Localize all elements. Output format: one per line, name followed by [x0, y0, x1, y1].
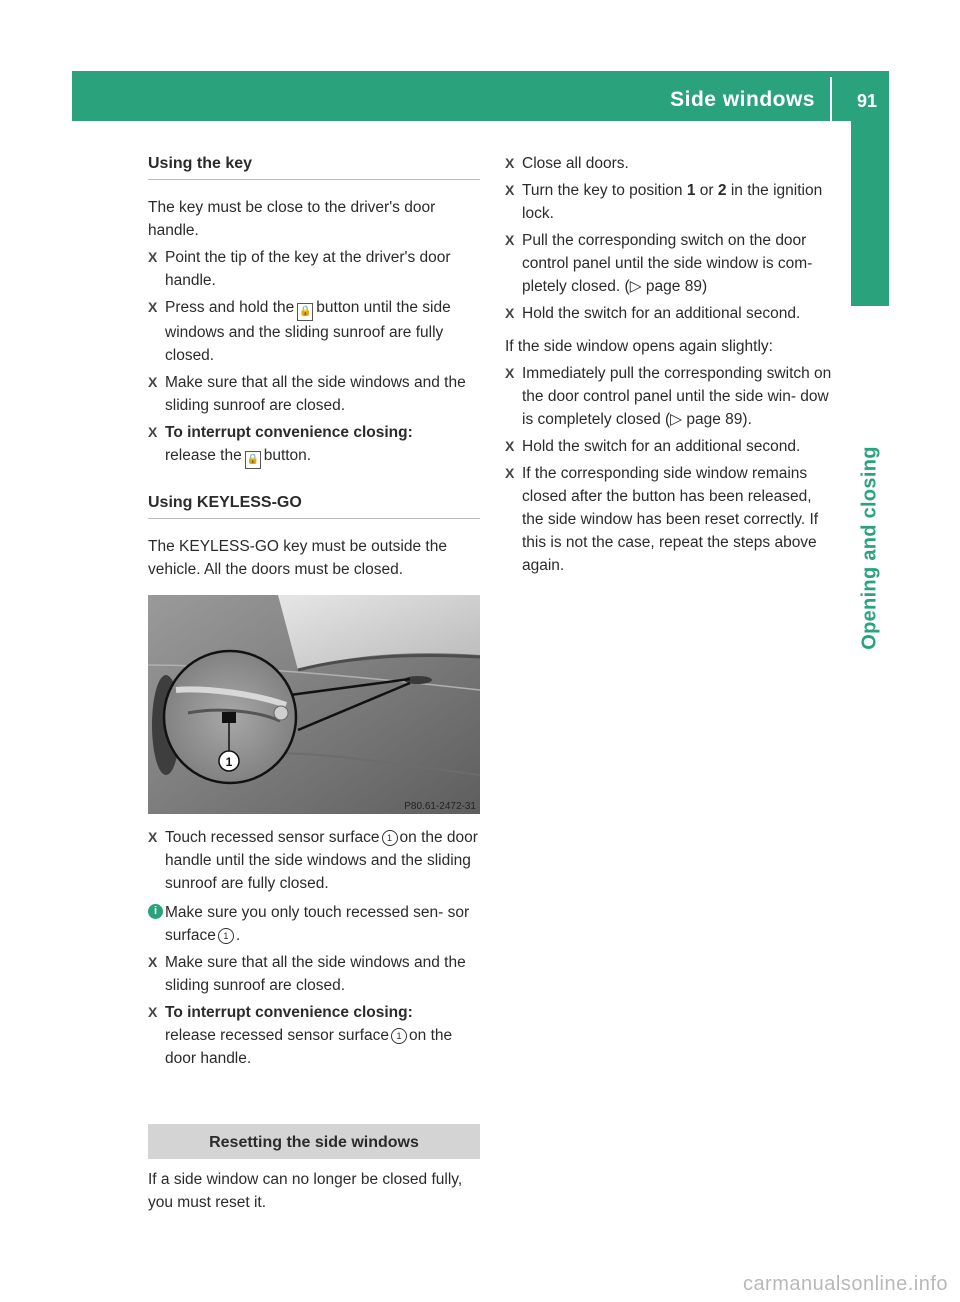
- step-marker-icon: X: [148, 249, 158, 265]
- right-column: [505, 152, 835, 581]
- step-marker-icon: X: [505, 232, 515, 248]
- paragraph: If a side window can no longer be closed fully, you must reset it.: [148, 1171, 463, 1211]
- section-heading-keyless-go: Using KEYLESS-GO: [148, 491, 480, 519]
- door-handle-figure: [148, 595, 480, 814]
- callout-one-icon: 1: [382, 830, 398, 846]
- callout-one-icon: 1: [391, 1028, 407, 1044]
- step-marker-icon: X: [505, 365, 515, 381]
- instruction-step: X Point the tip of the key at the driver's door handle.: [148, 246, 480, 292]
- step-marker-icon: X: [148, 954, 158, 970]
- chapter-tab-block: [851, 121, 889, 306]
- section-heading-resetting: Resetting the side windows: [148, 1124, 480, 1159]
- step-marker-icon: X: [505, 438, 515, 454]
- callout-one-icon: 1: [218, 928, 234, 944]
- paragraph: The KEYLESS-GO key must be outside the vehicle. All the doors must be closed.: [148, 538, 447, 578]
- instruction-step: X If the corresponding side window remains closed after the button has been released, the side window has been reset correctly. If this is not the case, repeat the steps above again.: [505, 462, 835, 577]
- lock-icon: 🔒: [245, 451, 261, 469]
- instruction-step: X To interrupt convenience closing: release the 🔒 button.: [148, 421, 480, 469]
- step-marker-icon: X: [505, 182, 515, 198]
- left-column: [148, 152, 480, 1218]
- section-heading-using-key: Using the key: [148, 152, 480, 180]
- step-marker-icon: X: [148, 1004, 158, 1020]
- step-marker-icon: X: [505, 465, 515, 481]
- info-icon: i: [148, 904, 163, 919]
- header-divider: [830, 77, 832, 121]
- instruction-step: X Make sure that all the side windows and the sliding sunroof are closed.: [148, 951, 480, 997]
- instruction-step: X Touch recessed sensor surface 1 on the door handle until the side windows and the sliding sunroof are fully closed.: [148, 826, 480, 895]
- lock-icon: 🔒: [297, 303, 313, 321]
- step-marker-icon: X: [505, 305, 515, 321]
- instruction-step: X To interrupt convenience closing: release recessed sensor surface 1 on the door handle.: [148, 1001, 480, 1070]
- instruction-step: X Close all doors.: [505, 152, 835, 175]
- instruction-step: X Hold the switch for an additional second.: [505, 435, 835, 458]
- header-title: Side windows: [670, 88, 815, 111]
- instruction-step: X Press and hold the 🔒 button until the side windows and the sliding sunroof are fully closed.: [148, 296, 480, 367]
- figure-callout: 1: [225, 755, 233, 769]
- step-marker-icon: X: [148, 374, 158, 390]
- instruction-step: X Immediately pull the corresponding switch on the door control panel until the side win- dow is completely closed (▷ page 89).: [505, 362, 835, 431]
- instruction-step: X Hold the switch for an additional second.: [505, 302, 835, 325]
- instruction-step: X Pull the corresponding switch on the door control panel until the side window is com- pletely closed. (▷ page 89): [505, 229, 835, 298]
- step-marker-icon: X: [148, 829, 158, 845]
- chapter-title: Opening and closing: [858, 446, 881, 650]
- door-handle-illustration: [148, 595, 480, 814]
- step-marker-icon: X: [148, 299, 158, 315]
- step-marker-icon: X: [148, 424, 158, 440]
- paragraph: If the side window opens again slightly:: [505, 338, 773, 355]
- step-marker-icon: X: [505, 155, 515, 171]
- instruction-step: X Turn the key to position 1 or 2 in the ignition lock.: [505, 179, 835, 225]
- paragraph: The key must be close to the driver's door handle.: [148, 199, 436, 239]
- watermark: carmanualsonline.info: [742, 1273, 948, 1295]
- info-note: i Make sure you only touch recessed sen- sor surface 1 .: [148, 901, 480, 947]
- figure-label: P80.61-2472-31: [404, 801, 476, 812]
- page-number: 91: [856, 91, 877, 111]
- header-bar: [72, 71, 889, 121]
- instruction-step: X Make sure that all the side windows and the sliding sunroof are closed.: [148, 371, 480, 417]
